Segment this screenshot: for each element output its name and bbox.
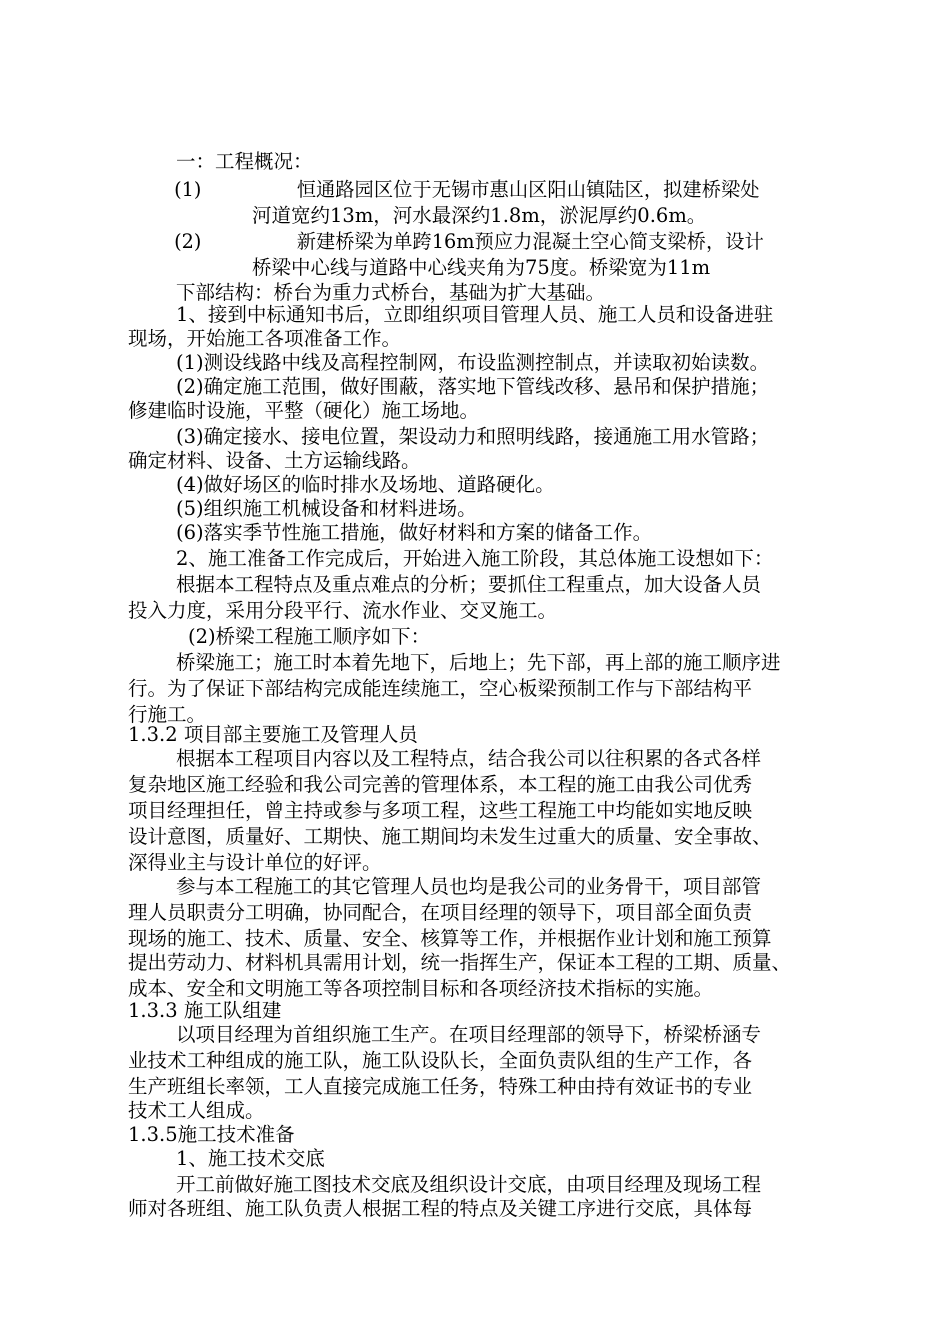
s133-para: 以项目经理为首组织施工生产。在项目经理部的领导下，桥梁桥涵专 <box>176 1023 762 1046</box>
substructure-line: 下部结构：桥台为重力式桥台，基础为扩大基础。 <box>176 281 606 304</box>
s132-para-b-cont: 理人员职责分工明确，协同配合，在项目经理的领导下，项目部全面负责 <box>128 901 753 924</box>
prep-step-6: (6)落实季节性施工措施，做好材料和方案的储备工作。 <box>176 521 653 544</box>
prep-paragraph-3: 根据本工程特点及重点难点的分析；要抓住工程重点，加大设备人员 <box>176 573 762 596</box>
prep-step-3-cont: 确定材料、设备、土方运输线路。 <box>128 449 421 472</box>
bridge-sequence-heading: (2)桥梁工程施工顺序如下： <box>188 625 431 648</box>
item-number: (1) <box>174 178 202 201</box>
s132-para-a-cont: 复杂地区施工经验和我公司完善的管理体系，本工程的施工由我公司优秀 <box>128 773 753 796</box>
s132-para-b: 参与本工程施工的其它管理人员也均是我公司的业务骨干，项目部管 <box>176 875 762 898</box>
section-1-3-5-heading: 1.3.5施工技术准备 <box>128 1123 295 1146</box>
section-1-3-2-heading: 1.3.2 项目部主要施工及管理人员 <box>128 723 418 746</box>
prep-step-3: (3)确定接水、接电位置，架设动力和照明线路，接通施工用水管路； <box>176 425 770 448</box>
s132-para-b-end: 成本、安全和文明施工等各项控制目标和各项经济技术指标的实施。 <box>128 977 714 1000</box>
s132-para-a-end: 深得业主与设计单位的好评。 <box>128 851 382 874</box>
s133-para-cont: 业技术工种组成的施工队，施工队设队长，全面负责队组的生产工作，各 <box>128 1049 753 1072</box>
prep-paragraph-4-end: 行施工。 <box>128 703 207 726</box>
prep-step-5: (5)组织施工机械设备和材料进场。 <box>176 497 477 520</box>
item-text: 新建桥梁为单跨16m预应力混凝土空心简支梁桥，设计 <box>296 230 764 253</box>
prep-paragraph-1-cont: 现场，开始施工各项准备工作。 <box>128 327 402 350</box>
prep-paragraph-3-cont: 投入力度，采用分段平行、流水作业、交叉施工。 <box>128 599 558 622</box>
prep-step-4: (4)做好场区的临时排水及场地、道路硬化。 <box>176 473 555 496</box>
overview-item-1 <box>0 177 940 203</box>
s135-para-cont: 师对各班组、施工队负责人根据工程的特点及关键工序进行交底，具体每 <box>128 1197 753 1220</box>
prep-paragraph-2: 2、施工准备工作完成后，开始进入施工阶段，其总体施工设想如下： <box>176 547 774 570</box>
overview-item-1-cont: 河道宽约13m，河水最深约1.8m，淤泥厚约0.6m。 <box>252 204 707 227</box>
s132-para-a-cont: 设计意图，质量好、工期快、施工期间均未发生过重大的质量、安全事故、 <box>128 825 772 848</box>
item-text: 恒通路园区位于无锡市惠山区阳山镇陆区，拟建桥梁处 <box>296 178 760 201</box>
prep-step-2: (2)确定施工范围，做好围蔽，落实地下管线改移、悬吊和保护措施； <box>176 375 770 398</box>
prep-paragraph-1: 1、接到中标通知书后，立即组织项目管理人员、施工人员和设备进驻 <box>176 303 774 326</box>
s132-para-b-cont: 现场的施工、技术、质量、安全、核算等工作，并根据作业计划和施工预算 <box>128 927 772 950</box>
s135-subheading: 1、施工技术交底 <box>176 1147 325 1170</box>
s133-para-cont: 生产班组长率领，工人直接完成施工任务，特殊工种由持有效证书的专业 <box>128 1075 753 1098</box>
overview-item-2-cont: 桥梁中心线与道路中心线夹角为75度。桥梁宽为11m <box>252 256 711 279</box>
section-1-3-3-heading: 1.3.3 施工队组建 <box>128 999 282 1022</box>
s132-para-b-cont: 提出劳动力、材料机具需用计划，统一指挥生产，保证本工程的工期、质量、 <box>128 951 792 974</box>
overview-heading: 一：工程概况： <box>176 150 313 173</box>
overview-item-2 <box>0 229 940 255</box>
s132-para-a: 根据本工程项目内容以及工程特点，结合我公司以往积累的各式各样 <box>176 747 762 770</box>
prep-paragraph-4: 桥梁施工；施工时本着先地下，后地上；先下部，再上部的施工顺序进 <box>176 651 781 674</box>
item-number: (2) <box>174 230 202 253</box>
s132-para-a-cont: 项目经理担任，曾主持或参与多项工程，这些工程施工中均能如实地反映 <box>128 799 753 822</box>
prep-paragraph-4-cont: 行。为了保证下部结构完成能连续施工，空心板梁预制工作与下部结构平 <box>128 677 753 700</box>
prep-step-2-cont: 修建临时设施，平整（硬化）施工场地。 <box>128 399 480 422</box>
s133-para-end: 技术工人组成。 <box>128 1099 265 1122</box>
s135-para: 开工前做好施工图技术交底及组织设计交底，由项目经理及现场工程 <box>176 1173 762 1196</box>
prep-step-1: (1)测设线路中线及高程控制网，布设监测控制点，并读取初始读数。 <box>176 351 770 374</box>
